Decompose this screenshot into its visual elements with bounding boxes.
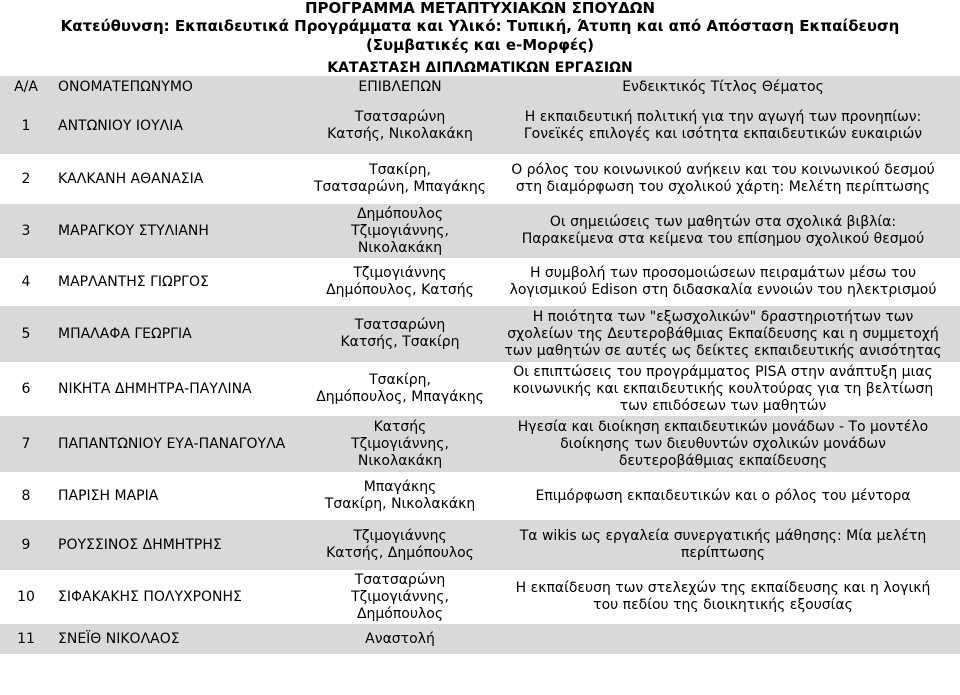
table-row: [0, 520, 960, 570]
thesis-title-cell: [486, 154, 960, 204]
thesis-title-line: Ηγεσία και διοίκηση εκπαιδευτικών μονάδων - Το μοντέλο: [517, 418, 929, 435]
supervisor-line: Δημόπουλος, Μπαγάκης: [316, 389, 484, 405]
thesis-title-cell: [486, 624, 960, 654]
student-name: ΜΑΡΑΓΚΟΥ ΣΤΥΛΙΑΝΗ: [52, 204, 314, 258]
supervisor-line: Τσατσαρώνη: [354, 109, 446, 125]
thesis-title-line: κοινωνικής και εκπαιδευτικής κουλτούρας για τη βελτίωση: [512, 380, 934, 397]
row-num: 5: [0, 306, 52, 362]
table-row: [0, 624, 960, 654]
row-num: 6: [21, 380, 31, 397]
supervisors-cell: [314, 258, 486, 306]
report-title: ΚΑΤΑΣΤΑΣΗ ΔΙΠΛΩΜΑΤΙΚΩΝ ΕΡΓΑΣΙΩΝ: [327, 60, 633, 76]
thesis-title-cell: [486, 570, 960, 624]
thesis-title-cell: [486, 472, 960, 520]
supervisor-line: Τζιμογιάννης: [353, 265, 447, 281]
supervisor-line: Τζιμογιάννης: [353, 528, 447, 544]
thesis-title-line: των επιδόσεων των μαθητών: [619, 397, 827, 414]
thesis-title-line: Η συμβολή των προσομοιώσεων πειραμάτων μέσω του: [529, 265, 917, 281]
thesis-title-line: Γονεϊκές επιλογές και ισότητα εκπαιδευτικών ευκαιριών: [523, 126, 923, 142]
thesis-title-cell: [486, 258, 960, 306]
thesis-title-cell: [486, 520, 960, 570]
row-num: 3: [0, 204, 52, 258]
supervisor-line: Τσατσαρώνη: [354, 317, 446, 333]
row-num: 4: [21, 273, 31, 290]
table-row: [0, 258, 960, 306]
supervisors-cell: [314, 472, 486, 520]
row-num: 9: [0, 520, 52, 570]
table-header-row: [0, 76, 960, 98]
col-header-name: ΟΝΟΜΑΤΕΠΩΝΥΜΟ: [52, 76, 314, 98]
row-num: 11: [0, 624, 52, 654]
supervisor-line: Τσακίρη,: [369, 162, 431, 178]
supervisor-line: Δημόπουλος, Κατσής: [326, 282, 474, 298]
supervisor-line: Τζιμογιάννης,: [351, 588, 449, 605]
table-row: [0, 472, 960, 520]
thesis-title-line: του πεδίου της διοικητικής εξουσίας: [593, 597, 853, 613]
student-name: ΜΑΡΛΑΝΤΗΣ ΓΙΩΡΓΟΣ: [58, 273, 209, 290]
theses-table: [0, 76, 960, 654]
student-name: ΡΟΥΣΣΙΝΟΣ ΔΗΜΗΤΡΗΣ: [52, 520, 314, 570]
supervisor-line: Τσακίρη,: [369, 372, 431, 388]
thesis-title-cell: [486, 416, 960, 472]
col-header-title: Ενδεικτικός Τίτλος Θέματος: [486, 76, 960, 98]
table-row: [0, 306, 960, 362]
supervisor-line: Κατσής, Νικολακάκη: [327, 126, 473, 142]
supervisor-line: Τζιμογιάννης,: [351, 435, 449, 452]
table-row: [0, 98, 960, 154]
supervisor-line: Κατσής: [373, 418, 427, 435]
supervisor-line: Δημόπουλος: [356, 205, 444, 222]
supervisors-cell: [314, 362, 486, 416]
student-name: ΣΙΦΑΚΑΚΗΣ ΠΟΛΥΧΡΟΝΗΣ: [58, 588, 242, 605]
col-header-supervisors: ΕΠΙΒΛΕΠΩΝ: [314, 76, 486, 98]
supervisor-line: Δημόπουλος: [356, 605, 444, 622]
student-name: ΑΝΤΩΝΙΟΥ ΙΟΥΛΙΑ: [52, 98, 314, 154]
supervisors-cell: [314, 570, 486, 624]
row-num: 2: [21, 170, 31, 187]
supervisor-line: Κατσής, Τσακίρη: [340, 334, 460, 350]
student-name: ΣΝΕΪΘ ΝΙΚΟΛΑΟΣ: [52, 624, 314, 654]
thesis-title-cell: [486, 204, 960, 258]
supervisors-cell: [314, 204, 486, 258]
supervisors-cell: [314, 306, 486, 362]
row-num: 8: [21, 487, 31, 504]
table-row: [0, 204, 960, 258]
thesis-title-line: λογισμικού Edison στη διδασκαλία εννοιών του ηλεκτρισμού: [509, 282, 937, 298]
thesis-title-line: Η εκπαίδευση των στελεχών της εκπαίδευσης και η λογική: [515, 580, 931, 596]
supervisor-line: Τζιμογιάννης,: [351, 222, 449, 239]
supervisors-cell: [314, 98, 486, 154]
thesis-title-line: Τα wikis ως εργαλεία συνεργατικής μάθησης: Μία μελέτη: [519, 528, 927, 544]
table-row: [0, 416, 960, 472]
student-name: ΜΠΑΛΑΦΑ ΓΕΩΡΓΙΑ: [52, 306, 314, 362]
supervisors-cell: [314, 154, 486, 204]
student-name: ΚΑΛΚΑΝΗ ΑΘΑΝΑΣΙΑ: [58, 170, 204, 187]
thesis-title-line: Παρακείμενα στα κείμενα του επίσημου σχολικού θεσμού: [521, 231, 925, 247]
col-header-num: Α/Α: [0, 76, 52, 98]
student-name: ΝΙΚΗΤΑ ΔΗΜΗΤΡΑ-ΠΑΥΛΙΝΑ: [58, 380, 252, 397]
table-row: [0, 362, 960, 416]
thesis-title-line: των μαθητών σε αυτές ως δείκτες εκπαιδευτικής ανισότητας: [504, 342, 942, 359]
supervisor-line: Μπαγάκης: [363, 479, 437, 495]
table-row: [0, 154, 960, 204]
supervisor-line: Τσακίρη, Νικολακάκη: [324, 496, 476, 512]
table-row: [0, 570, 960, 624]
thesis-title-line: περίπτωσης: [680, 545, 766, 561]
row-num: 7: [0, 416, 52, 472]
specialization-line: Κατεύθυνση: Εκπαιδευτικά Προγράμματα και Υλικό: Τυπική, Άτυπη και από Απόσταση Εκπαίδευση (Συμβατικές και e-Μορφές): [60, 17, 900, 54]
thesis-title-cell: [486, 362, 960, 416]
thesis-title-line: Επιμόρφωση εκπαιδευτικών και ο ρόλος του μέντορα: [535, 487, 911, 504]
supervisor-line: Τσατσαρώνη: [354, 571, 446, 588]
thesis-title-line: Οι σημειώσεις των μαθητών στα σχολικά βιβλία:: [549, 214, 897, 230]
thesis-title-cell: [486, 306, 960, 362]
supervisor-line: Τσατσαρώνη, Μπαγάκης: [314, 179, 486, 195]
thesis-title-cell: [486, 98, 960, 154]
supervisors-cell: [314, 416, 486, 472]
thesis-title-line: Η ποιότητα των "εξωσχολικών" δραστηριοτήτων των: [532, 308, 914, 325]
thesis-title-line: σχολείων της Δευτεροβάθμιας Εκπαίδευσης και η συμμετοχή: [507, 325, 939, 342]
student-name: ΠΑΠΑΝΤΩΝΙΟΥ ΕΥΑ-ΠΑΝΑΓΟΥΛΑ: [52, 416, 314, 472]
thesis-title-line: διοίκησης των διευθυντών σχολικών μονάδων: [560, 435, 886, 452]
program-title: ΠΡΟΓΡΑΜΜΑ ΜΕΤΑΠΤΥΧΙΑΚΩΝ ΣΠΟΥΔΩΝ: [304, 0, 656, 17]
supervisor-line: Νικολακάκη: [357, 452, 443, 469]
student-name: ΠΑΡΙΣΗ ΜΑΡΙΑ: [58, 487, 159, 504]
thesis-title-line: Οι επιπτώσεις του προγράμματος PISA στην ανάπτυξη μιας: [513, 363, 933, 380]
thesis-title-line: Ο ρόλος του κοινωνικού ανήκειν και του κοινωνικού δεσμού: [511, 162, 935, 178]
document-header: [0, 0, 960, 76]
supervisor-line: Νικολακάκη: [357, 239, 443, 256]
supervisor-line: Κατσής, Δημόπουλος: [326, 545, 474, 561]
thesis-title-line: δευτεροβάθμιας εκπαίδευσης: [618, 452, 828, 469]
row-num: 10: [17, 588, 35, 605]
supervisors-cell: [314, 520, 486, 570]
row-num: 1: [0, 98, 52, 154]
supervisors-cell: [314, 624, 486, 654]
thesis-title-line: Η εκπαιδευτική πολιτική για την αγωγή των προνηπίων:: [524, 109, 922, 125]
thesis-title-line: στη διαμόρφωση του σχολικού χάρτη: Μελέτη περίπτωσης: [515, 179, 931, 195]
supervisor-line: Αναστολή: [365, 630, 435, 647]
